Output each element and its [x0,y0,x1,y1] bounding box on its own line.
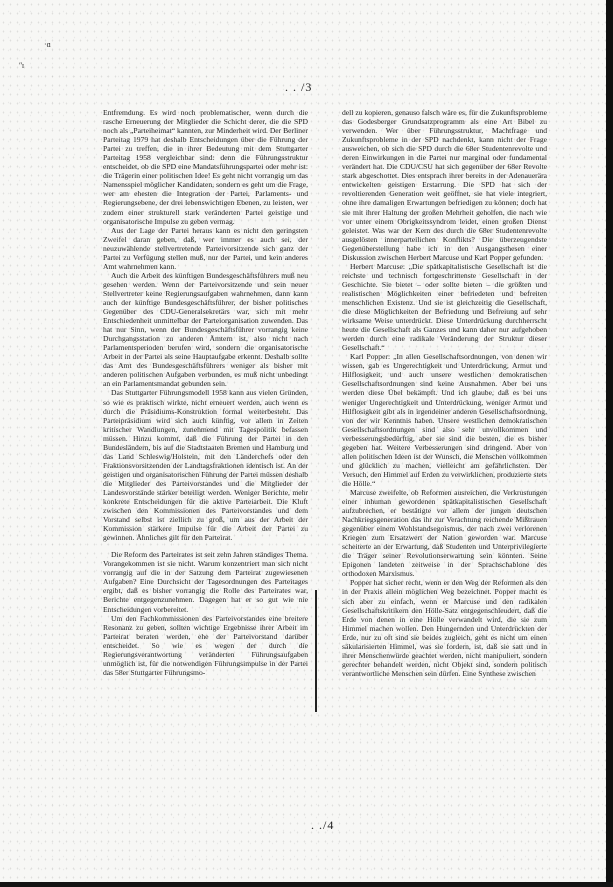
paragraph: Das Stuttgarter Führungsmodell 1958 kann aus vielen Gründen, so wie es praktisch wirkte, nicht erneuert werden, auch wenn es durch die Präsidiums-Konstruktion formal weiterbesteht. Das Parteipräsidium wird sich auch künftig, vor allem in Zeiten kritischer Wandlungen, zunehmend mit Tagespolitik befassen müssen. Hinzu kommt, daß die Führung der Partei in den Bundesländern, bis auf die Stadtstaaten Bremen und Hamburg und das Land Schleswig/Holstein, mit den Länderchefs oder den Fraktionsvorsitzenden der Landtagsfraktionen identisch ist. An der geistigen und organisatorischen Führung der Partei müssen deshalb die Mitglieder des Parteivorstandes und die Mitglieder der Landesvorstände stärker beteiligt werden. Weniger Berichte, mehr konkrete Entscheidungen für die aktive Parteiarbeit. Die Kluft zwischen den Kommissionen des Parteivorstandes und dem Vorstand selbst ist ziellich zu groß, um aus der Arbeit der Kommission stärkere Impulse für die Arbeit der Partei zu gewinnen. Ähnliches gilt für den Parteirat. [103,388,308,543]
paragraph: Karl Popper: „In allen Gesellschaftsordnungen, von denen wir wissen, gab es Ungerechtigkeit und Unterdrückung, Armut und Hilflosigkeit, und auch unsere westlichen demokratischen Gesellschaftsordnungen sind keine Ausnahmen. Aber bei uns werden diese Übel bekämpft. Und ich glaube, daß es bei uns weniger Ungerechtigkeit und Unterdrückung, weniger Armut und Hilflosigkeit gibt als in irgendeiner anderen Gesellschaftsordnung, von der wir Kenntnis haben. Unsere westlichen demokratischen Gesellschaftsordnungen sind also sehr unvollkommen und verbesserungsbedürftig, aber sie sind die besten, die es bisher gegeben hat. Weitere Verbesserungen sind dringend. Aber von allen politischen Ideen ist der Wunsch, die Menschen vollkommen und glücklich zu machen, vielleicht am gefährlichsten. Der Versuch, den Himmel auf Erden zu verwirklichen, produzierte stets die Hölle.“ [342,352,547,488]
margin-mark-b: ʺɪ [19,61,25,70]
margin-rule [315,590,317,712]
page-marker-top: . . /3 [285,80,313,94]
paragraph: Die Reform des Parteirates ist seit zehn Jahren ständiges Thema. Vorangekommen ist sie nicht. Warum konzentriert man sich nicht vorrangig auf die in der Satzung dem Parteirat zugewiesenen Aufgaben? Eine Durchsicht der Tagesordnungen des Parteitages ergibt, daß es bisher vorrangig die Rolle des Parteirates war, Berichte entgegenzunehmen. Dagegen hat er so gut wie nie Entscheidungen vorbereitet. [103,550,308,614]
page-marker-bottom: . ./4 [311,818,335,832]
paragraph: dell zu kopieren, genauso falsch wäre es, für die Zukunftsprobleme das Godesberger Grundsatzprogramm als eine Art Bibel zu verwenden. Wer über Führungsstruktur, Machtfrage und Zukunftsprobleme in der SPD nachdenkt, kann nicht der Frage ausweichen, ob sich die SPD durch die 68er Studentenrevolte und deren Einwirkungen in die Partei nur marginal oder fundamental verändert hat. Die CDU/CSU hat sich gegenüber der 68er Revolte stark abgeschottet. Dies entsprach ihrer bereits in der Adenauerära entwickelten geistigen Erstarrung. Die SPD hat sich der revoltierenden Generation weit geöffnet, sie hat viele integriert, ohne ihre damaligen Erwartungen befriedigen zu können; doch hat sie mit ihrer Haltung der großen Mehrheit geholfen, die nach wie vor unter einem Obrigkeitssyndrom leidet, einen großen Dienst geleistet. Was war der Kern des durch die 68er Studentenrevolte ausgelösten innerparteilichen Konflikts? Die überzeugendste Gegenüberstellung habe ich in den Ausgangsthesen einer Diskussion zwischen Herbert Marcuse und Karl Popper gefunden. [342,108,547,262]
left-column [103,108,308,677]
scan-edge-bottom [0,882,613,887]
paragraph: Marcuse zweifelte, ob Reformen ausreichen, die Verkrustungen einer inhuman gewordenen spätkapitalistischen Gesellschaft aufzubrechen, er bestätigte vor allem der jungen deutschen Nachkriegsgeneration das ihr zur Verachtung reichende Mißtrauen gegenüber einem Wohlstandsegoismus, der nach zwei verlorenen Kriegen zum Ersatzwert der Nation geworden war. Marcuse scheiterte an der Erwartung, daß Studenten und Unterprivilegierte die Träger seiner Revolutionserwartung sein könnten. Seine Epigonen landeten zeitweise in der Sprachschablone des orthodoxen Marxismus. [342,487,547,579]
margin-mark-a: ·ɑ [44,40,51,49]
paragraph: Popper hat sicher recht, wenn er den Weg der Reformen als den in der Praxis allein möglichen Weg bezeichnet. Popper macht es sich aber zu einfach, wenn er Marcuse und den radikalen Gesellschaftskritikern den Hölle-Satz entgegenschleudert, daß die Erde von denen in eine Hölle verwandelt wird, die sie zum Himmel machen wollen. Den Hungernden und Unterdrückten der Erde, nur zu oft sind sie beides zugleich, geht es nicht um einen säkularisierten Himmel, was sie fordern, ist, daß sie satt und in ihrer Menschenwürde geachtet werden, nicht manipuliert, sondern gerechter behandelt werden, nicht Objekt sind, sondern politisch verantwortliche Menschen sein dürfen. Eine Synthese zwischen [342,578,547,678]
paragraph: Aus der Lage der Partei heraus kann es nicht den geringsten Zweifel daran geben, daß, wer immer es auch sei, der neuzuwählende stellvertretende Parteivorsitzende sich ganz der Partei zu Verfügung stellen muß, nur der Partei, und kein anderes Amt wahrnehmen kann. [103,225,308,271]
paragraph: Um den Fachkommissionen des Parteivorstandes eine breitere Resonanz zu geben, sollten wichtige Ergebnisse ihrer Arbeit im Parteirat beraten werden, ehe der Parteivorstand darüber entscheidet. So wie es wegen der durch die Regierungsverantwortung veränderten Führungsaufgaben unmöglich ist, für die notwendigen Führungsimpulse in der Partei das 58er Stuttgarter Führungsmo- [103,613,308,677]
paragraph: Entfremdung. Es wird noch problematischer, wenn durch die rasche Erneuerung der Mitglieder die Schicht derer, die die SPD noch als „Parteiheimat“ kannten, zur Minderheit wird. Der Berliner Parteitag 1979 hat deshalb Entscheidungen über die Führung der Partei zu treffen, die in ihrer Bedeutung mit dem Stuttgarter Parteitag 1958 vergleichbar sind: denn die Führungsstruktur entscheidet, ob die SPD eine Mandatsführungspartei oder mehr ist: die Trägerin einer politischen Idee! Es geht nicht vorrangig um das Namensspiel möglicher Kandidaten, sondern es geht um die Frage, wer am ehesten die Integration der Partei, Parlaments- und Regierungsebene, der drei lebenswichtigen Ebenen, zu leisten, wer zudem einer strukturell stark veränderten Partei geistige und organisatorische Impulse zu geben vermag. [103,108,308,226]
paragraph: Herbert Marcuse: „Die spätkapitalistische Gesellschaft ist die reichste und technisch fortgeschrittenste Gesellschaft in der Geschichte. Sie bietet – oder sollte bieten – die größten und realistischen Möglichkeiten einer befriedeten und befreiten menschlichen Existenz. Und sie ist gleichzeitig die Gesellschaft, die diese Möglichkeiten der Befriedung und Befreiung auf sehr wirksame Weise unterdrückt. Diese Unterdrückung durchherrscht heute die Gesellschaft als Ganzes und kann daher nur aufgehoben werden durch eine radikale Veränderung der Struktur dieser Gesellschaft.“ [342,261,547,353]
paragraph: Auch die Arbeit des künftigen Bundesgeschäftsführers muß neu gesehen werden. Wenn der Parteivorsitzende und sein neuer Stellvertreter keine Regierungsaufgaben wahrnehmen, dann kann auch der künftige Bundesgeschäftsführer, der bisher politisches Gegenüber des CDU-Generalsekretärs war, sich mit mehr Entschiedenheit unmittelbar der Parteiorganisation zuwenden. Das hat nur Sinn, wenn der Bundesgeschäftsführer vorrangig keine Durchgangsstation zu anderen Ämtern ist, also nicht nach Parlamentsperioden berufen wird, sondern die organisatorische Arbeit in der Partei als seine Hauptaufgabe erkennt. Deshalb sollte das Amt des Bundesgeschäftsführers weniger als bisher mit anderen politischen Aufgaben verbunden, es muß nicht unbedingt an ein Parlamentsmandat gebunden sein. [103,270,308,389]
right-column [342,108,547,678]
scan-edge-right [606,0,613,887]
